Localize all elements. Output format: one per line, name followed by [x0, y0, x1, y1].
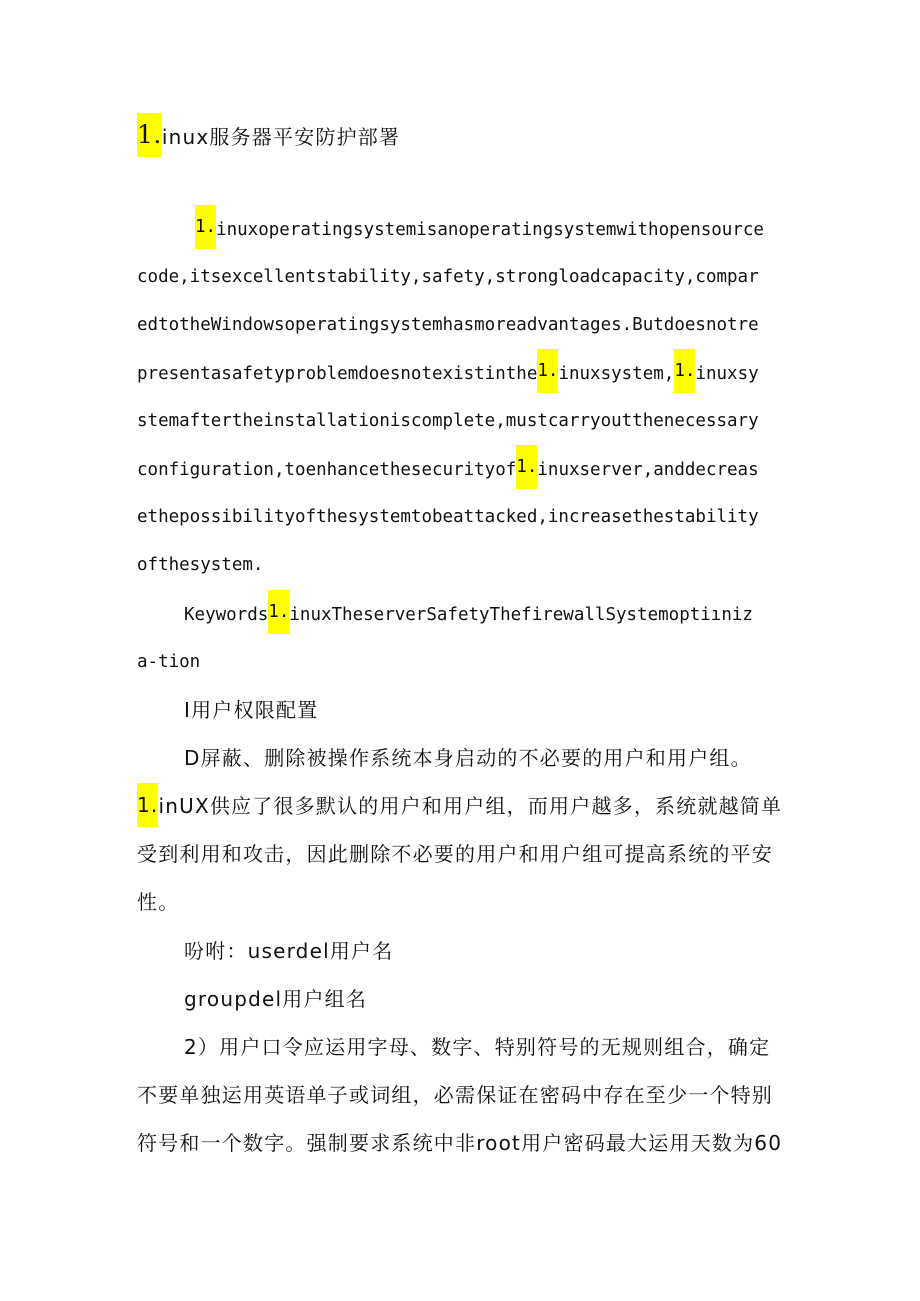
command-userdel: 吩咐：userdel用户名 — [184, 939, 394, 963]
command-groupdel: groupdel用户组名 — [184, 987, 368, 1011]
paragraph-2-line-1: 2）用户口令应运用字母、数字、特别符号的无规则组合，确定 — [184, 1035, 771, 1059]
paragraph-1-line-3: 受到利用和攻击，因此删除不必要的用户和用户组可提高系统的平安 — [137, 842, 773, 866]
paragraph-2-line-2: 不要单独运用英语单子或词组，必需保证在密码中存在至少一个特别 — [137, 1083, 773, 1107]
abstract-text: presentasafetyproblemdoesnotexistinthe — [137, 364, 538, 384]
paragraph-2-line-3: 符号和一个数字。强制要求系统中非root用户密码最大运用天数为60 — [137, 1131, 783, 1155]
abstract-text: configuration,toenhancethesecurityof — [137, 460, 517, 480]
abstract-line-3: edtotheWindowsoperatingsystemhasmoreadvantages.Butdoesnotre — [137, 315, 759, 335]
abstract-line-2: code,itsexcellentstability,safety,strongloadcapacity,compar — [137, 267, 759, 287]
keywords-line-1 — [184, 596, 753, 632]
paragraph-1-line-2 — [137, 788, 782, 824]
highlight-mark: 1. — [537, 349, 558, 393]
highlight-mark: 1. — [137, 113, 162, 157]
keywords-label: Keywords — [184, 605, 269, 625]
abstract-text: inuxsy — [695, 364, 759, 384]
abstract-line-5: stemaftertheinstallationiscomplete,mustcarryoutthenecessary — [137, 411, 759, 431]
highlight-mark: 1. — [268, 590, 289, 634]
keywords-line-2: a-tion — [137, 652, 201, 672]
abstract-line-6 — [137, 451, 759, 487]
paragraph-1-line-4: 性。 — [137, 890, 180, 914]
abstract-line-1 — [195, 211, 764, 247]
abstract-line-8: ofthesystem. — [137, 555, 264, 575]
abstract-text: inuxoperatingsystemisanoperatingsystemwithopensource — [216, 220, 764, 240]
title-text: inux服务器平安防护部署 — [161, 125, 401, 149]
highlight-mark: 1. — [195, 205, 216, 249]
highlight-mark: 1. — [516, 445, 537, 489]
highlight-mark: 1. — [674, 349, 695, 393]
keywords-text: inuxTheserverSafetyThefirewallSystemoptiıniz — [289, 605, 753, 625]
section-heading: I用户权限配置 — [184, 698, 319, 722]
abstract-line-7: ethepossibilityofthesystemtobeattacked,increasethestability — [137, 507, 759, 527]
paragraph-1-line-1: D屏蔽、删除被操作系统本身启动的不必要的用户和用户组。 — [184, 746, 752, 770]
abstract-text: inuxsystem, — [558, 364, 675, 384]
abstract-text: inuxserver,anddecreas — [537, 460, 759, 480]
paragraph-text: inUX供应了很多默认的用户和用户组，而用户越多，系统就越简单 — [158, 794, 783, 818]
abstract-line-4 — [137, 355, 759, 391]
highlight-mark: 1. — [137, 783, 158, 827]
document-title — [137, 116, 400, 157]
